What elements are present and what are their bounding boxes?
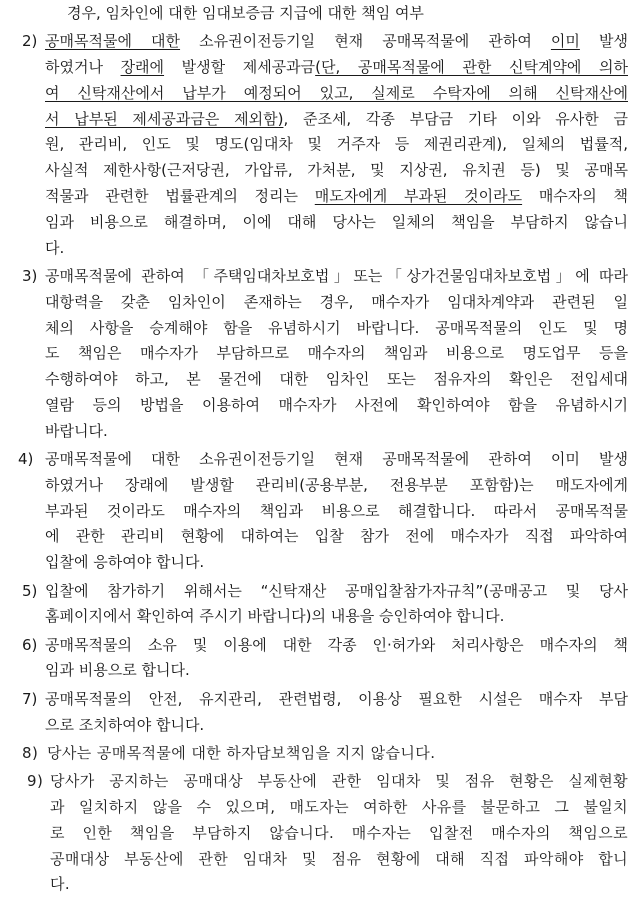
clause-line [45,107,628,133]
text-segment: , 준조세, 각종 부담금 기타 이와 유사한 금 [283,109,628,128]
clause-line: 열람 등의 방법을 이용하여 매수자가 사전에 확인하여야 함을 유념하시기 [45,395,628,414]
clause-line [45,55,628,81]
text-segment: 매수자의 책 [522,187,628,206]
clause-body [50,769,628,898]
clause-line: 당사가 공지하는 공매대상 부동산에 관한 임대차 및 점유 현황은 실제현황 [50,772,628,791]
underlined-text: 서 납부된 제세공과금은 제외함) [45,109,284,128]
clause-5 [0,579,641,631]
clause-body [45,579,628,631]
clause-line: 공매대상 부동산에 관한 임대차 및 점유 현황에 대해 직접 파악해야 합니 [50,849,628,868]
clause-line: 홈페이지에서 확인하여 주시기 바랍니다)의 내용을 승인하여야 합니다. [45,607,505,626]
underlined-text: 매도자에게 부과된 것이라도 [314,187,523,206]
clause-number: 7) [22,689,38,708]
clause-line: 대항력을 갖춘 임차인이 존재하는 경우, 매수자가 임대차계약과 관련된 일 [45,292,628,311]
clause-number: 4) [18,450,34,469]
clause-body [45,264,628,445]
clause-line: 임과 비용으로 합니다. [45,661,190,680]
clause-3 [0,264,641,445]
clause-4 [0,447,641,576]
clause-line: 과 일치하지 않을 수 있으며, 매도자는 여하한 사유를 불문하고 그 불일치 [50,797,628,816]
underlined-text: 장래에 [120,58,165,77]
clause-line: 여 신탁재산에서 납부가 예정되어 있고, 실제로 수탁자에 의해 신탁재산에 [45,83,628,102]
text-segment: 발생 [579,32,628,51]
clause-9 [0,769,641,898]
clause-line: 공매목적물의 안전, 유지관리, 관련법령, 이용상 필요한 시설은 매수자 부담 [45,689,628,708]
text-segment: 소유권이전등기일 현재 공매목적물에 관하여 [180,32,551,51]
clause-body [45,687,628,739]
clause-body [47,741,628,767]
text-segment: 적물과 관련한 법률관계의 정리는 [45,187,315,206]
text-segment: 발생할 제세공과금 [164,58,316,77]
clause-line [45,184,628,210]
clause-line: 입찰에 응하여야 합니다. [45,553,205,572]
clause-line: 다. [50,875,71,894]
clause-line: 공매목적물의 소유 및 이용에 대한 각종 인·허가와 처리사항은 매수자의 책 [45,635,628,654]
clause-body [45,447,628,576]
clause-line: 원, 관리비, 인도 및 명도(임대차 및 거주자 등 제권리관계), 일체의 법률적, [45,135,628,154]
clause-line: 입찰에 참가하기 위해서는 “신탁재산 공매입찰참가자규칙”(공매공고 및 당사 [45,581,628,600]
clause-body [45,633,628,685]
clause-number: 9) [27,772,44,791]
clause-line: 수행하여야 하고, 본 물건에 대한 임차인 또는 점유자의 확인은 전입세대 [45,370,628,389]
clause-7 [0,687,641,739]
clause-line: 다. [45,238,65,257]
underlined-text: (단, 공매목적물에 관한 신탁계약에 의하 [315,58,628,77]
underlined-text: 공매목적물에 대한 [45,32,181,51]
terms-document [0,1,641,898]
clause-line: 부과된 것이라도 매수자의 책임과 비용으로 해결합니다. 따라서 공매목적물 [45,501,628,520]
clause-line: 으로 조치하여야 합니다. [45,715,205,734]
clause-line: 공매목적물에 관하여 「주택임대차보호법」또는「상가건물임대차보호법」에 따라 [45,266,628,285]
clause-line: 사실적 제한사항(근저당권, 가압류, 가처분, 및 지상권, 유치권 등) 및 공매목 [45,161,628,180]
clause-line: 하였거나 장래에 발생할 관리비(공용부분, 전용부분 포함함)는 매도자에게 [45,475,628,494]
clause-line [45,29,628,55]
clause-1-tail-line: 경우, 임차인에 대한 임대보증금 지급에 대한 책임 여부 [67,4,424,22]
clause-line: 바랍니다. [45,421,108,440]
clause-line: 임과 비용으로 해결하며, 이에 대해 당사는 일체의 책임을 부담하지 않습니 [45,212,628,231]
clause-number: 3) [22,266,38,285]
underlined-text: 이미 [550,32,580,51]
clause-line: 당사는 공매목적물에 대한 하자담보책임을 지지 않습니다. [47,743,436,762]
clause-number: 6) [22,635,38,654]
clause-6 [0,633,641,685]
clause-line: 공매목적물에 대한 소유권이전등기일 현재 공매목적물에 관하여 이미 발생 [45,450,628,469]
clause-2 [0,29,641,261]
clause-line: 체의 사항을 승계해야 함을 유념하시기 바랍니다. 공매목적물의 인도 및 명 [45,318,628,337]
clause-line: 도 책임은 매수자가 부담하므로 매수자의 책임과 비용으로 명도업무 등을 [45,344,628,363]
text-segment: 하였거나 [45,58,121,77]
clause-line: 에 관한 관리비 현황에 대하여는 입찰 참가 전에 매수자가 직접 파악하여 [45,527,628,546]
clause-line: 로 인한 책임을 부담하지 않습니다. 매수자는 입찰전 매수자의 책임으로 [50,823,628,842]
clause-number: 8) [22,743,39,762]
clause-body [45,29,628,261]
clause-number: 5) [22,581,38,600]
clause-number: 2) [22,32,38,51]
clause-8 [0,741,641,767]
